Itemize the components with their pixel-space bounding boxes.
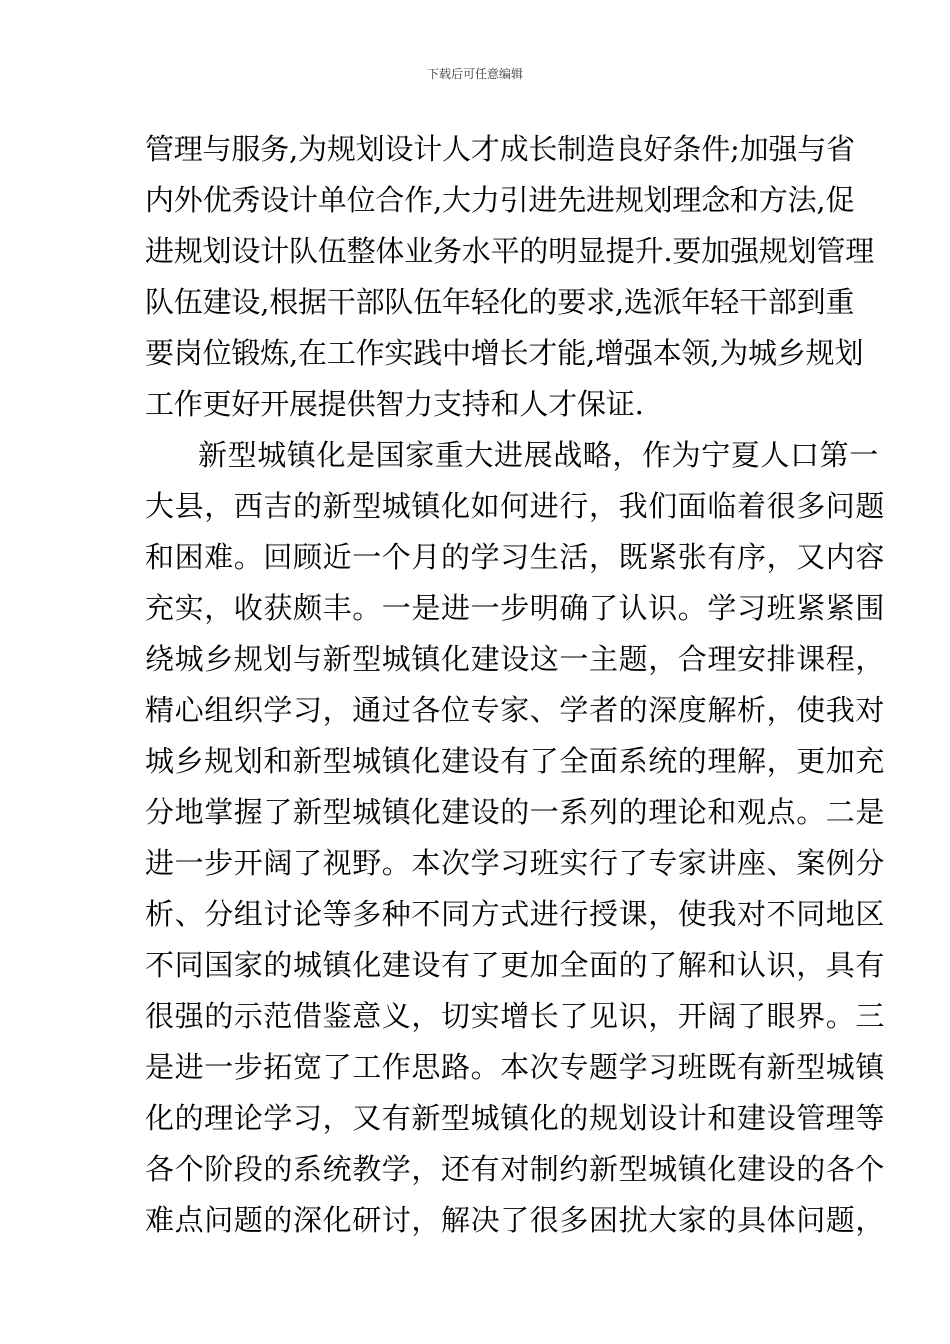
text-line: 分地掌握了新型城镇化建设的一系列的理论和观点。二是 [145, 795, 886, 829]
text-line: 队伍建设,根据干部队伍年轻化的要求,选派年轻干部到重 [145, 285, 855, 319]
text-line: 内外优秀设计单位合作,大力引进先进规划理念和方法,促 [145, 183, 855, 217]
text-line: 各个阶段的系统教学，还有对制约新型城镇化建设的各个 [145, 1152, 886, 1186]
text-line: 精心组织学习，通过各位专家、学者的深度解析，使我对 [145, 693, 886, 727]
text-line: 和困难。回顾近一个月的学习生活，既紧张有序，又内容 [145, 540, 886, 574]
text-line: 很强的示范借鉴意义，切实增长了见识，开阔了眼界。三 [145, 999, 886, 1033]
text-line: 进一步开阔了视野。本次学习班实行了专家讲座、案例分 [145, 846, 886, 880]
text-line: 析、分组讨论等多种不同方式进行授课，使我对不同地区 [145, 897, 886, 931]
text-line: 化的理论学习，又有新型城镇化的规划设计和建设管理等 [145, 1101, 886, 1135]
text-line: 要岗位锻炼,在工作实践中增长才能,增强本领,为城乡规划 [145, 336, 864, 370]
text-line: 绕城乡规划与新型城镇化建设这一主题，合理安排课程， [145, 642, 886, 676]
text-line: 充实，收获颇丰。一是进一步明确了认识。学习班紧紧围 [145, 591, 886, 625]
text-line: 城乡规划和新型城镇化建设有了全面系统的理解，更加充 [145, 744, 886, 778]
text-line: 难点问题的深化研讨，解决了很多困扰大家的具体问题， [145, 1203, 886, 1237]
paragraph-2 [145, 430, 886, 1246]
text-line: 大县，西吉的新型城镇化如何进行，我们面临着很多问题 [145, 489, 886, 523]
text-line: 工作更好开展提供智力支持和人才保证. [145, 387, 644, 421]
body-text [145, 124, 886, 1246]
paragraph-1 [145, 124, 875, 430]
text-line: 新型城镇化是国家重大进展战略，作为宁夏人口第一 [198, 438, 879, 472]
text-line: 进规划设计队伍整体业务水平的明显提升.要加强规划管理 [145, 234, 875, 268]
text-line: 不同国家的城镇化建设有了更加全面的了解和认识，具有 [145, 948, 886, 982]
text-line: 管理与服务,为规划设计人才成长制造良好条件;加强与省 [145, 132, 855, 166]
text-line: 是进一步拓宽了工作思路。本次专题学习班既有新型城镇 [145, 1050, 886, 1084]
page-header: 下载后可任意编辑 [426, 67, 523, 81]
